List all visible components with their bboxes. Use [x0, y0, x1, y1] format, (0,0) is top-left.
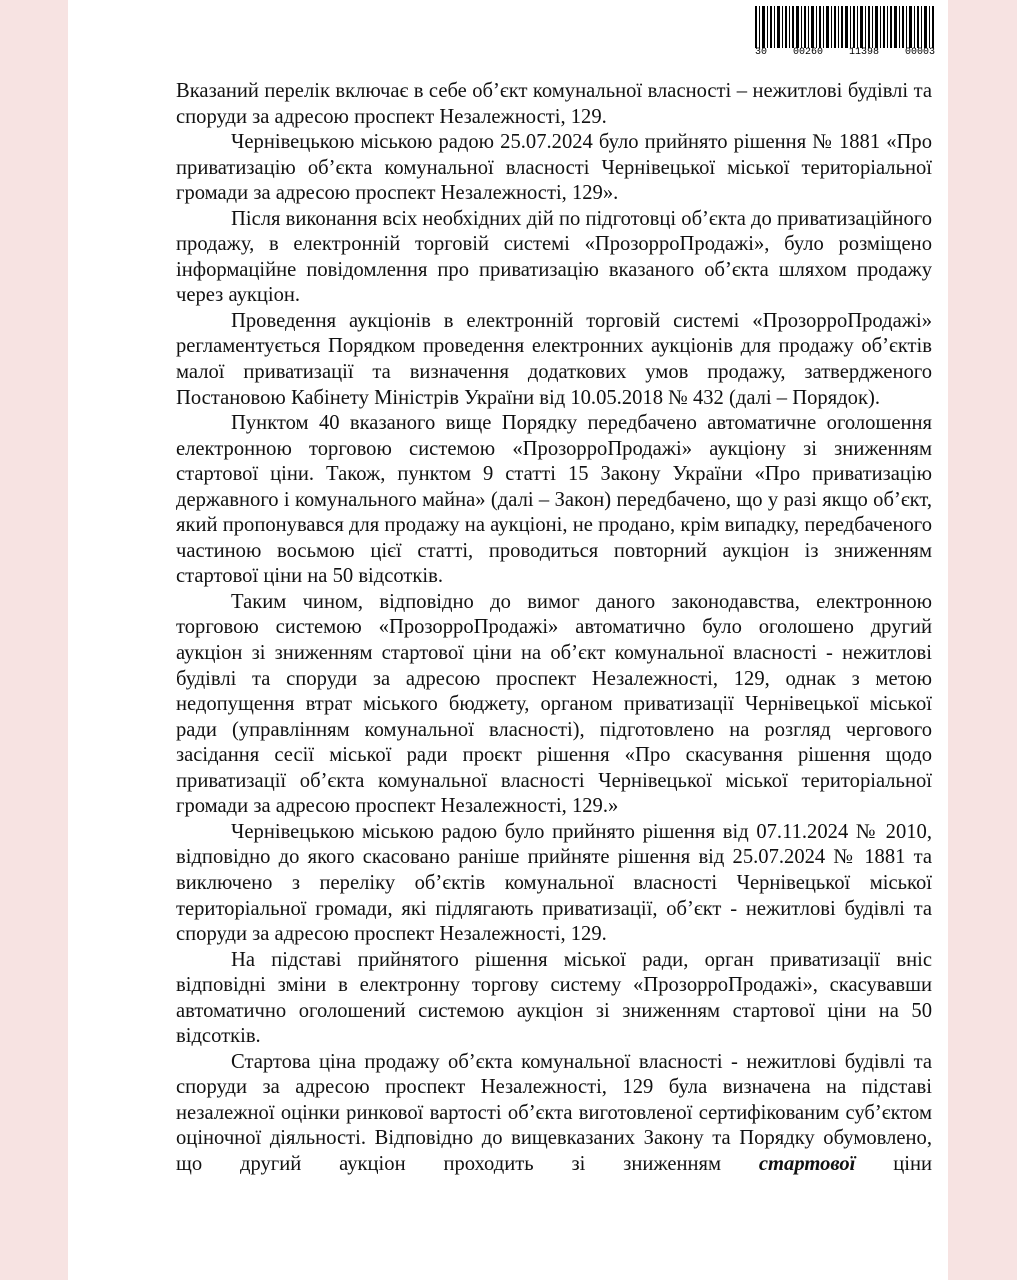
barcode	[755, 6, 935, 62]
paragraph-3: Після виконання всіх необхідних дій по підготовці об’єкта до приватизаційного продажу, в електронній торговій системі «ПрозорроПродажі», було розміщено інформаційне повідомлення про приватизацію вказаного об’єкта шляхом продажу через аукціон.	[176, 207, 932, 307]
barcode-digits-mid: 00260	[792, 47, 823, 58]
barcode-digits-right: 00003	[904, 47, 935, 58]
barcode-digits-main: 11398	[848, 47, 879, 58]
emphasis-word: стартової	[758, 1152, 856, 1175]
paragraph-9	[176, 1050, 932, 1178]
paragraph-2: Чернівецькою міською радою 25.07.2024 було прийнято рішення № 1881 «Про приватизацію об’єкта комунальної власності Чернівецької міської територіальної громади за адресою проспект Незалежності, 129».	[176, 131, 932, 205]
barcode-digits-left: 30	[755, 47, 768, 58]
paragraph-6: Таким чином, відповідно до вимог даного законодавства, електронною торговою системою «ПрозорроПродажі» автоматично було оголошено другий аукціон зі зниженням стартової ціни на об’єкт комунальної власності - нежитлові будівлі та споруди за адресою проспект Незалежності, 129, однак з метою недопущення втрат міського бюджету, органом приватизації Чернівецької міської ради (управлінням комунальної власності), підготовлено на розгляд чергового засідання сесії міської ради проєкт рішення «Про скасування рішення щодо приватизації об’єкта комунальної власності Чернівецької міської територіальної громади за адресою проспект Незалежності, 129.»	[176, 590, 932, 818]
paragraph-9-tail: ціни	[855, 1152, 933, 1175]
paragraph-7: Чернівецькою міською радою було прийнято рішення від 07.11.2024 № 2010, відповідно до якого скасовано раніше прийняте рішення від 25.07.2024 № 1881 та виключено з переліку об’єктів комунальної власності Чернівецької міської територіальної громади, які підлягають приватизації, об’єкт - нежитлові будівлі та споруди за адресою проспект Незалежності, 129.	[176, 820, 932, 946]
paragraph-4: Проведення аукціонів в електронній торговій системі «ПрозорроПродажі» регламентується Порядком проведення електронних аукціонів для продажу об’єктів малої приватизації та визначення додаткових умов продажу, затвердженого Постановою Кабінету Міністрів України від 10.05.2018 № 432 (далі – Порядок).	[176, 309, 932, 409]
paragraph-9-text: Стартова ціна продажу об’єкта комунальної власності - нежитлові будівлі та споруди за адресою проспект Незалежності, 129 була визначена на підставі незалежної оцінки ринкової вартості об’єкта виготовленої сертифікованим суб’єктом оціночної діяльності. Відповідно до вищевказаних Закону та Порядку обумовлено, що другий аукціон проходить зі зниженням	[176, 1050, 932, 1175]
paragraph-1: Вказаний перелік включає в себе об’єкт комунальної власності – нежитлові будівлі та споруди за адресою проспект Незалежності, 129.	[176, 80, 932, 128]
paragraph-8: На підставі прийнятого рішення міської ради, орган приватизації вніс відповідні зміни в електронну торгову систему «ПрозорроПродажі», скасувавши автоматично оголошений системою аукціон зі зниженням стартової ціни на 50 відсотків.	[176, 948, 932, 1048]
barcode-number	[755, 47, 935, 58]
barcode-bars-icon	[755, 6, 935, 48]
paragraph-5: Пунктом 40 вказаного вище Порядку передбачено автоматичне оголошення електронною торговою системою «ПрозорроПродажі» аукціону зі зниженням стартової ціни. Також, пунктом 9 статті 15 Закону України «Про приватизацію державного і комунального майна» (далі – Закон) передбачено, що у разі якщо об’єкт, який пропонувався для продажу на аукціоні, не продано, крім випадку, передбаченого частиною восьмою цієї статті, проводиться повторний аукціон із зниженням стартової ціни на 50 відсотків.	[176, 412, 932, 588]
document-body	[176, 79, 932, 1178]
